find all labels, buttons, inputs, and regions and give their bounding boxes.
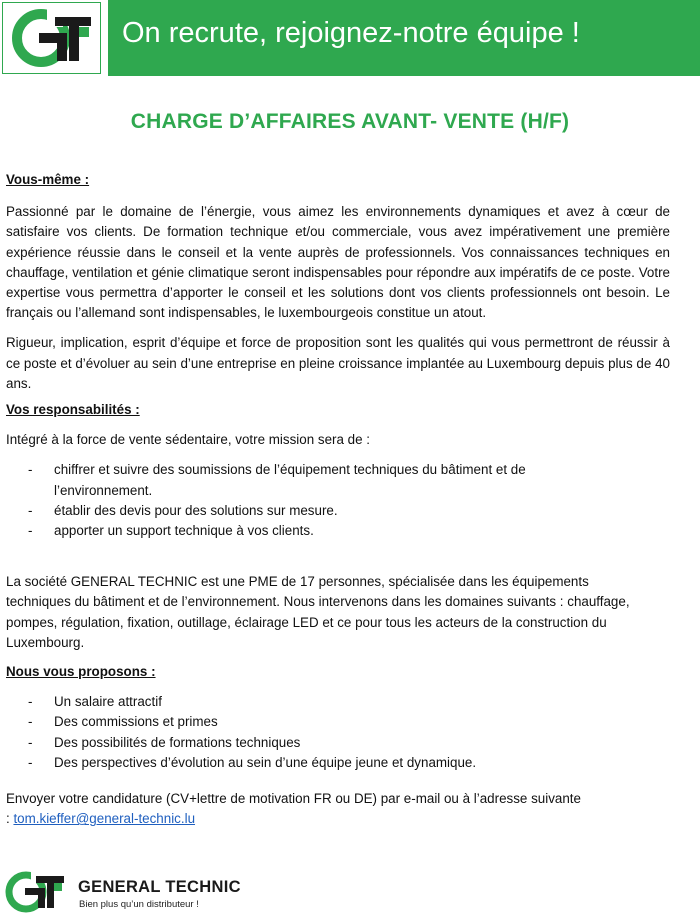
profile-heading: Vous-même : (6, 172, 90, 187)
responsibilities-heading: Vos responsabilités : (6, 402, 140, 418)
list-item (6, 733, 670, 753)
list-item (6, 521, 670, 541)
footer-company-name: GENERAL TECHNIC (78, 878, 241, 896)
company-logo (2, 2, 101, 74)
company-paragraph: La société GENERAL TECHNIC est une PME de 17 personnes, spécialisée dans les équipements techniques du bâtiment et de l’environnement. Nous intervenons dans les domaines suivants : chauffage, pompes, régulation, fixation, outillage, éclairage LED et ce pour tous les acteurs de la construction du Luxembourg. (6, 574, 630, 650)
offer-heading: Nous vous proposons : (6, 664, 156, 680)
profile-paragraph-1: Passionné par le domaine de l’énergie, vous aimez les environnements dynamiques et avez à cœur de satisfaire vos clients. De formation technique et/ou commerciale, vous avez impérativement une première expérience réussie dans le conseil et la vente auprès de professionnels. Vos connaissances techniques en chauffage, ventilation et génie climatique seront indispensables pour répondre aux impératifs de ce poste. Votre expertise vous permettra d’apporter le conseil et les solutions dont vos clients professionnels ont besoin. Le français ou l’allemand sont indispensables, le luxembourgeois constitue un atout. (6, 204, 670, 321)
list-item (6, 692, 670, 712)
dash-bullet: - (28, 523, 33, 539)
gt-logo-icon (2, 866, 72, 916)
responsibilities-intro: Intégré à la force de vente sédentaire, votre mission sera de : (6, 432, 370, 448)
email-link[interactable]: tom.kieffer@general-technic.lu (13, 811, 196, 827)
profile-paragraph-2: Rigueur, implication, esprit d’équipe et force de proposition sont les qualités qui vous permettront de réussir à ce poste et d’évoluer au sein d’une entreprise en pleine croissance implantée au Luxembourg depuis plus de 40 ans. (6, 335, 670, 391)
footer-slogan: Bien plus qu’un distributeur ! (79, 899, 199, 910)
list-item (6, 501, 670, 521)
list-item-text: Des perspectives d’évolution au sein d’une équipe jeune et dynamique. (54, 754, 477, 770)
job-description (6, 170, 670, 829)
list-item-text: Un salaire attractif (54, 694, 162, 710)
dash-bullet: - (28, 502, 33, 518)
list-item-text: chiffrer et suivre des soumissions de l’équipement techniques du bâtiment et de l’environnement. (54, 462, 526, 498)
header (0, 0, 700, 76)
list-item (6, 712, 670, 732)
list-item (6, 460, 594, 500)
gt-logo-icon (3, 3, 100, 73)
offer-list (6, 692, 670, 773)
dash-bullet: - (28, 734, 33, 750)
dash-bullet: - (28, 714, 33, 730)
list-item-text: apporter un support technique à vos clients. (54, 523, 314, 539)
list-item-text: Des commissions et primes (54, 714, 218, 730)
list-item (6, 753, 670, 773)
list-item-text: établir des devis pour des solutions sur mesure. (54, 502, 338, 518)
footer (0, 866, 700, 916)
application-instructions: Envoyer votre candidature (CV+lettre de motivation FR ou DE) par e-mail ou à l’adresse suivante : (6, 791, 581, 827)
dash-bullet: - (28, 462, 33, 478)
application-text (6, 789, 586, 829)
recruiting-banner: On recrute, rejoignez-notre équipe ! (108, 0, 700, 76)
job-title: CHARGE D’AFFAIRES AVANT- VENTE (H/F) (130, 110, 570, 133)
dash-bullet: - (28, 754, 33, 770)
responsibilities-list (6, 460, 670, 541)
dash-bullet: - (28, 694, 33, 710)
list-item-text: Des possibilités de formations techniques (54, 734, 301, 750)
